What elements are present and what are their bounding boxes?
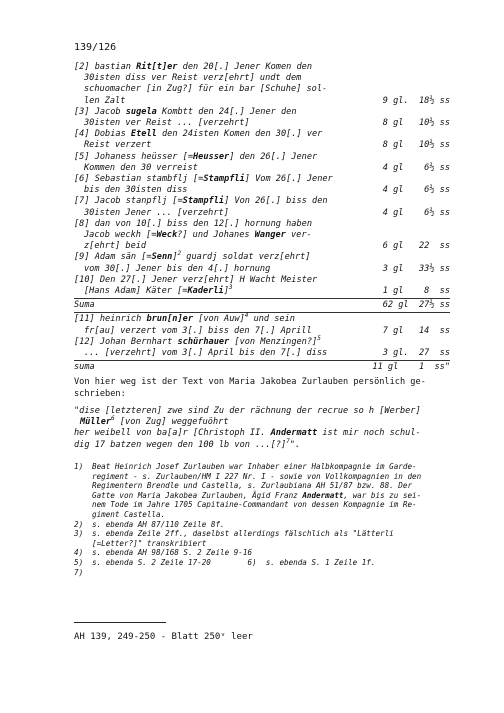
sum-label: suma [74, 362, 95, 373]
ledger-entry [74, 275, 450, 297]
footnote-line: Gatte von Maria Jakobea Zurlauben, Ägid Franz Andermatt, war bis zu sei- [92, 490, 422, 500]
footnote-line: Beat Heinrich Josef Zurlauben war Inhaber einer Halbkompagnie im Garde- [92, 462, 417, 471]
entry-line: len Zalt [84, 95, 126, 106]
ledger-entry [74, 152, 450, 174]
sum-label: Suma [74, 300, 95, 311]
footnote [74, 548, 454, 558]
entry-line: Reist verzert [84, 140, 152, 151]
entry-amount: 4 gl 6½ ss [382, 185, 450, 196]
entry-line: 30isten ver Reist ... [verzehrt] [84, 118, 250, 129]
footnote [74, 462, 454, 520]
entry-line: z[ehrt] beid [84, 241, 147, 252]
entry-line: vom 30[.] Jener bis den 4[.] hornung [84, 263, 271, 274]
entry-line: [4] Dobias Etell den 24isten Komen den 30[.] ver [74, 129, 323, 140]
ledger-entry [74, 337, 450, 359]
footnote-line: s. ebenda AH 87/110 Zeile 8f. [92, 519, 225, 529]
transition-paragraph: Von hier weg ist der Text von Maria Jakobea Zurlauben persönlich ge- schrieben: [74, 377, 426, 399]
footnote [74, 558, 454, 568]
entry-line: [7] Jacob stanpflj [=Stampfli] Von 26[.] biss den [74, 196, 328, 207]
ledger-entry [74, 129, 450, 151]
entry-line: Jacob weckh [=Weck?] und Johanes Wanger ver- [84, 230, 312, 241]
footnote-line: [=Letter?]" transkribiert [92, 538, 207, 548]
entry-amount: 8 gl 10½ ss [382, 140, 450, 151]
footnote-number: 7) [74, 567, 84, 577]
entry-line: [12] Johan Bernhart schürhauer [von Menzingen?]$^5$ [74, 335, 321, 347]
footer-rule [74, 622, 166, 623]
entry-line: schuomacher [in Zug?] für ein bar [Schuhe] sol- [84, 84, 328, 95]
entry-line: [11] heinrich brun[n]er [von Auw]$^4$ und sein [74, 312, 295, 325]
entry-line: [5] Johaness heüsser [=Heusser] den 26[.] Jener [74, 151, 318, 162]
footnote [74, 520, 454, 530]
entry-line: [9] Adam sän [=Senn]$^2$ guardj soldat verz[ehrt] [74, 250, 311, 263]
entry-line: [Hans Adam] Käter [=Kaderli]$^3$ [84, 284, 233, 297]
quote-line: her weibell von ba[a]r [Christoph II. Andermatt ist mir noch schul- [74, 428, 421, 439]
sum-amount: 11 gl 1 ss" [372, 362, 450, 373]
entry-amount: 4 gl 6½ ss [382, 207, 450, 218]
entry-line: fr[au] verzert vom 3[.] biss den 7[.] Aprill [84, 325, 312, 336]
entry-amount: 1 gl 8 ss [382, 286, 450, 297]
footnote-line: s. ebenda AH 98/168 S. 2 Zeile 9-16 [92, 548, 253, 558]
footnote-line: nem Tode im Jahre 1705 Capitaine-Commandant von dessen Kompagnie im Re- [92, 500, 417, 510]
footnote-number: 5) [74, 557, 84, 567]
entry-line: [8] dan von 10[.] biss den 12[.] hornung haben [74, 218, 312, 229]
entry-amount: 6 gl 22 ss [382, 241, 450, 252]
entry-amount: 3 gl. 27 ss [382, 348, 450, 359]
entry-line: 30isten diss ver Reist verz[ehrt] undt dem [84, 73, 302, 84]
footnote-number: 4) [74, 548, 84, 558]
entry-line: Kommen den 30 verreist [84, 162, 198, 173]
entry-amount: 8 gl 10½ ss [382, 118, 450, 129]
footnote-line: giment Castella. [92, 509, 166, 519]
entry-line: [6] Sebastian stambflj [=Stampfli] Vom 26[.] Jener [74, 174, 333, 185]
sum-rule [74, 360, 450, 361]
ledger-entry [74, 314, 450, 336]
ledger-entry [74, 196, 450, 218]
entry-amount: 4 gl 6½ ss [382, 162, 450, 173]
entry-line: [3] Jacob sugela Kombtt den 24[.] Jener den [74, 106, 297, 117]
footnote-number: 1) [74, 462, 84, 471]
sum-line [74, 300, 450, 311]
page-footer: AH 139, 249-250 - Blatt 250ᵛ leer [74, 632, 253, 642]
entry-line: bis den 30isten diss [84, 185, 188, 196]
page-number: 139/126 [74, 42, 117, 53]
footnote-line: s. ebenda Zeile 2ff., daselbst allerdings fälschlich als "Lätterli [92, 529, 394, 539]
footnote-line: regiment - s. Zurlauben/HM I 227 Nr. I - sowie von Vollkompagnien in den [92, 471, 422, 481]
entry-line: [2] bastian Rit[t]er den 20[.] Jener Komen den [74, 62, 313, 72]
entry-amount: 9 gl. 18½ ss [382, 95, 450, 106]
ledger-entry [74, 219, 450, 253]
quoted-text [74, 406, 450, 451]
ledger-entry [74, 107, 450, 129]
ledger-entry [74, 174, 450, 196]
footnote-number: 3) [74, 529, 84, 539]
quote-line: "dise [letzteren] zwe sind Zu der rächnung der recrue so h [Werber] [74, 405, 421, 416]
entry-amount: 3 gl 33½ ss [382, 263, 450, 274]
ledger-entry [74, 252, 450, 274]
entry-line: ... [verzehrt] vom 3[.] April bis den 7[.] diss [84, 348, 328, 359]
ledger-entry [74, 62, 450, 107]
entry-amount: 7 gl 14 ss [382, 325, 450, 336]
footnote-line: s. ebenda S. 2 Zeile 17-20 6) s. ebenda S. 1 Zeile 1f. [92, 557, 376, 567]
sum-amount: 62 gl 27½ ss [382, 300, 450, 311]
footnote-line: Regimentern Brendle und Castella, s. Zurlaubiana AH 51/87 bzw. 88. Der [92, 481, 413, 491]
footnote-number: 2) [74, 519, 84, 529]
entry-line: [10] Den 27[.] Jener verz[ehrt] H Wacht Meister [74, 274, 318, 285]
sum-line [74, 362, 450, 373]
footnote [74, 529, 454, 548]
entry-line: 30isten Jener ... [verzehrt] [84, 207, 229, 218]
ledger-entries [74, 62, 450, 451]
quote-line: dig 17 batzen wegen den 100 lb von ...[?]$^7$". [74, 437, 301, 450]
quote-line: Müller$^6$ [von Zug] weggefuöhrt [80, 415, 229, 428]
footnotes [74, 462, 454, 577]
